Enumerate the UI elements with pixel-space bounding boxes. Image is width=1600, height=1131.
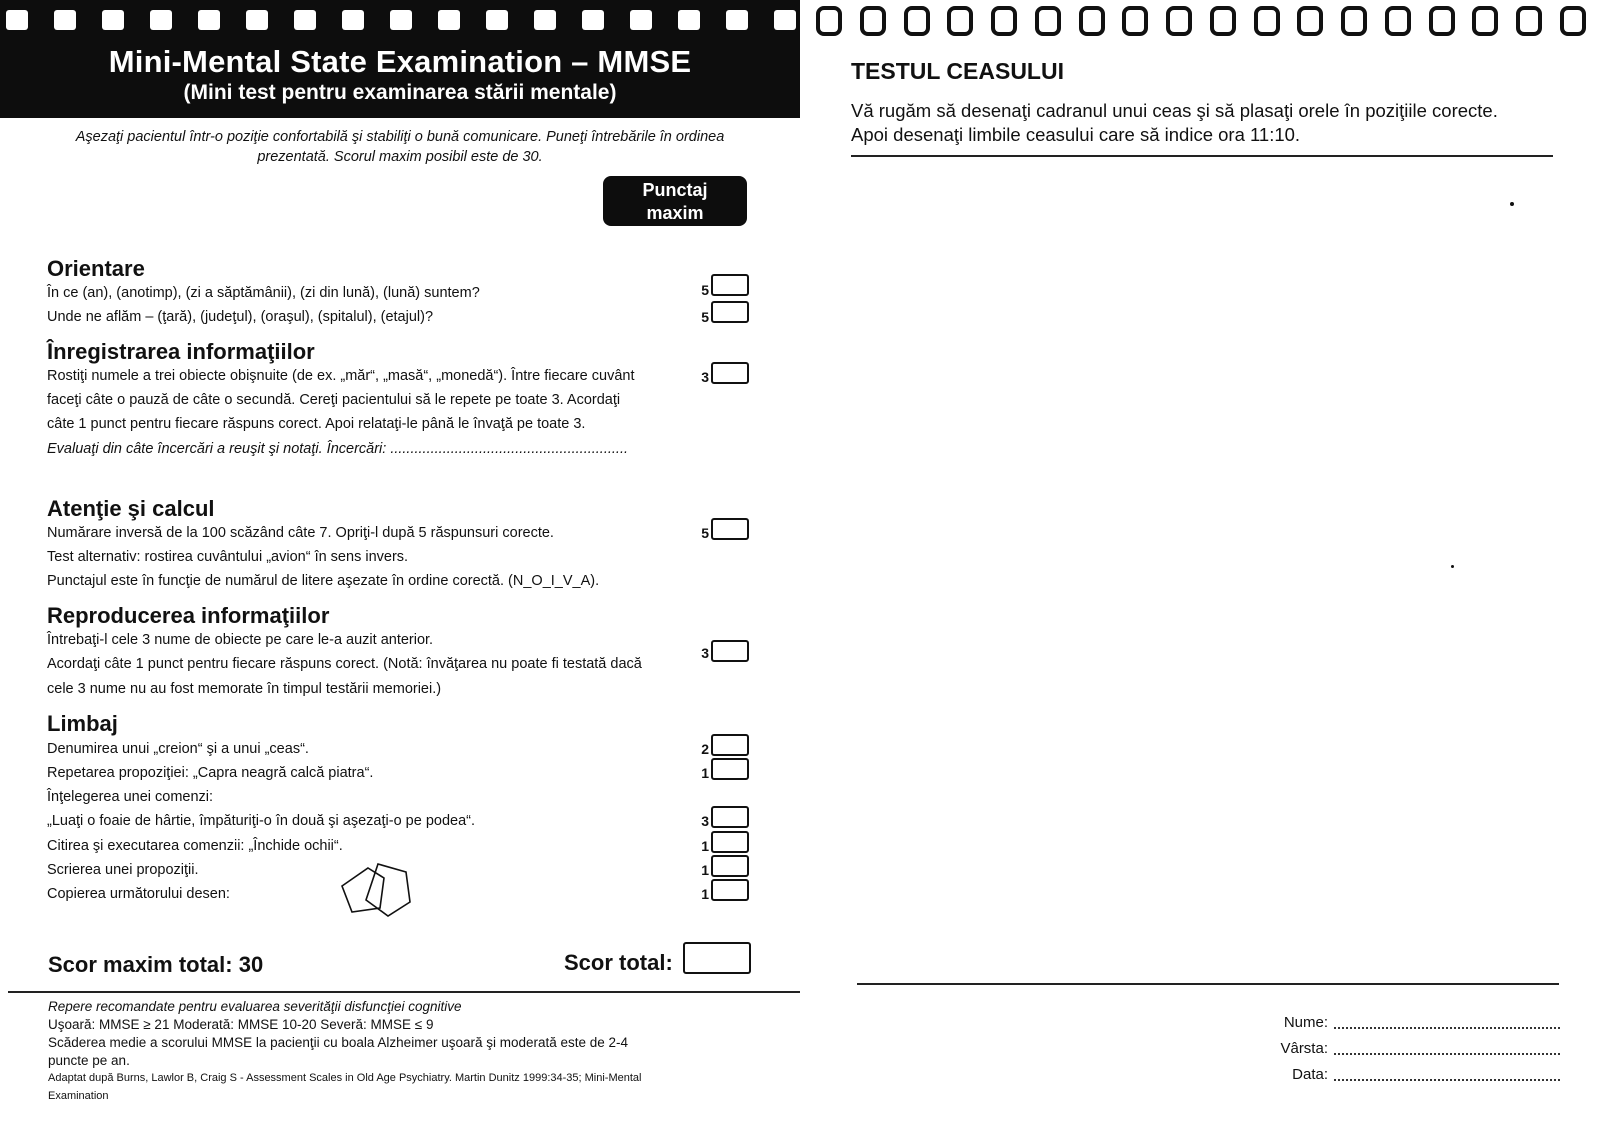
clock-test-instruction: Vă rugăm să desenaţi cadranul unui ceas şi să plasaţi orele în poziţiile corecte. bbox=[851, 100, 1498, 121]
max-points: 3 bbox=[701, 813, 709, 829]
score-box-reproducere[interactable] bbox=[711, 640, 749, 662]
section-title-limbaj: Limbaj bbox=[47, 711, 118, 736]
section-title-inregistrare: Înregistrarea informaţiilor bbox=[47, 339, 315, 364]
max-score-badge: Punctaj maxim bbox=[603, 176, 747, 226]
intersecting-pentagons-figure bbox=[340, 862, 416, 920]
max-points: 5 bbox=[701, 282, 709, 298]
name-field-label: Nume: bbox=[1283, 1014, 1328, 1031]
divider bbox=[857, 983, 1559, 985]
score-box-repetition[interactable] bbox=[711, 758, 749, 780]
limbaj-naming: Denumirea unui „creion“ şi a unui „ceas“. bbox=[47, 741, 309, 757]
inregistrare-line-2: faceţi câte o pauză de câte o secundă. Cereţi pacientului să le repete pe toate 3. Acordaţi bbox=[47, 392, 621, 408]
max-points: 5 bbox=[701, 309, 709, 325]
age-field[interactable] bbox=[1334, 1053, 1560, 1055]
age-field-label: Vârsta: bbox=[1280, 1040, 1328, 1057]
divider bbox=[8, 991, 800, 993]
orientare-question-2: Unde ne aflăm – (ţară), (judeţul), (oraşul), (spitalul), (etajul)? bbox=[47, 309, 434, 325]
inregistrare-line-1: Rostiţi numele a trei obiecte obişnuite (de ex. „măr“, „masă“, „monedă“). Între fiecare cuvânt bbox=[47, 368, 635, 384]
score-box-copying[interactable] bbox=[711, 879, 749, 901]
max-total-label: Scor maxim total: 30 bbox=[48, 952, 264, 977]
binding-rings bbox=[816, 6, 1586, 38]
score-box-atentie[interactable] bbox=[711, 518, 749, 540]
limbaj-reading: Citirea şi executarea comenzii: „Închide ochii“. bbox=[47, 838, 343, 854]
max-points: 5 bbox=[701, 525, 709, 541]
limbaj-writing: Scrierea unei propoziţii. bbox=[47, 862, 199, 878]
clock-test-instruction-cont: Apoi desenaţi limbile ceasului care să indice ora 11:10. bbox=[851, 124, 1301, 145]
max-points: 3 bbox=[701, 369, 709, 385]
atentie-line-1: Numărare inversă de la 100 scăzând câte 7. Opriţi-l după 5 răspunsuri corecte. bbox=[47, 525, 554, 541]
name-field[interactable] bbox=[1334, 1027, 1560, 1029]
max-points: 2 bbox=[701, 741, 709, 757]
section-title-orientare: Orientare bbox=[47, 256, 145, 281]
score-box-command[interactable] bbox=[711, 806, 749, 828]
page-subtitle: (Mini test pentru examinarea stării mentale) bbox=[183, 81, 617, 104]
divider bbox=[851, 155, 1553, 157]
limbaj-repetition: Repetarea propoziţiei: „Capra neagră calcă piatra“. bbox=[47, 765, 374, 781]
binding-rings bbox=[6, 10, 796, 32]
max-points: 1 bbox=[701, 862, 709, 878]
inregistrare-line-3: câte 1 punct pentru fiecare răspuns corect. Apoi relataţi-le până le învaţă pe toate 3. bbox=[47, 416, 586, 432]
limbaj-comprehension: Înţelegerea unei comenzi: bbox=[47, 789, 214, 805]
total-score-box[interactable] bbox=[683, 942, 751, 974]
atentie-line-2: Test alternativ: rostirea cuvântului „avion“ în sens invers. bbox=[47, 549, 409, 565]
reproducere-line-1: Întrebaţi-l cele 3 nume de obiecte pe care le-a auzit anterior. bbox=[47, 632, 434, 648]
severity-ranges: Uşoară: MMSE ≥ 21 Moderată: MMSE 10-20 Severă: MMSE ≤ 9 bbox=[48, 1017, 434, 1032]
limbaj-command: „Luaţi o foaie de hârtie, împăturiţi-o în două şi aşezaţi-o pe podea“. bbox=[47, 813, 476, 829]
clock-test-title: TESTUL CEASULUI bbox=[851, 58, 1064, 84]
decline-note: Scăderea medie a scorului MMSE la pacienţii cu boala Alzheimer uşoară şi moderată este de 2-4 bbox=[48, 1035, 629, 1050]
limbaj-copying: Copierea următorului desen: bbox=[47, 886, 230, 902]
score-box-writing[interactable] bbox=[711, 855, 749, 877]
orientare-question-1: În ce (an), (anotimp), (zi a săptămânii), (zi din lună), (lună) suntem? bbox=[47, 285, 480, 301]
max-points: 3 bbox=[701, 645, 709, 661]
max-points: 1 bbox=[701, 765, 709, 781]
inregistrare-attempts-line: Evaluaţi din câte încercări a reuşit şi notaţi. Încercări: ........................................................... bbox=[47, 441, 629, 457]
clock-drawing-area[interactable] bbox=[851, 160, 1553, 980]
decline-note-cont: puncte pe an. bbox=[48, 1053, 130, 1068]
total-score-label: Scor total: bbox=[564, 950, 673, 975]
section-title-reproducere: Reproducerea informaţiilor bbox=[47, 603, 330, 628]
score-box-inregistrare[interactable] bbox=[711, 362, 749, 384]
score-box-orientare-place[interactable] bbox=[711, 301, 749, 323]
reproducere-line-3: cele 3 nume nu au fost memorate în timpul testării memoriei.) bbox=[47, 681, 442, 697]
score-box-reading[interactable] bbox=[711, 831, 749, 853]
score-box-naming[interactable] bbox=[711, 734, 749, 756]
intro-text: Aşezaţi pacientul într-o poziţie confortabilă şi stabiliţi o bună comunicare. Puneţi întrebările în ordinea prezentată. Scorul maxim posibil este de 30. bbox=[75, 129, 725, 165]
max-points: 1 bbox=[701, 838, 709, 854]
atentie-line-3: Punctajul este în funcţie de numărul de litere aşezate în ordine corectă. (N_O_I_V_A). bbox=[47, 573, 600, 589]
severity-heading: Repere recomandate pentru evaluarea severităţii disfuncţiei cognitive bbox=[48, 999, 462, 1014]
source-reference-cont: Examination bbox=[48, 1090, 109, 1102]
page-title: Mini-Mental State Examination – MMSE bbox=[108, 44, 692, 79]
date-field[interactable] bbox=[1334, 1079, 1560, 1081]
score-box-orientare-time[interactable] bbox=[711, 274, 749, 296]
date-field-label: Data: bbox=[1292, 1066, 1328, 1083]
source-reference: Adaptat după Burns, Lawlor B, Craig S - Assessment Scales in Old Age Psychiatry. Martin Dunitz 1999:34-35; Mini-Mental bbox=[48, 1072, 642, 1084]
reproducere-line-2: Acordaţi câte 1 punct pentru fiecare răspuns corect. (Notă: învăţarea nu poate fi testată dacă bbox=[47, 656, 642, 672]
max-points: 1 bbox=[701, 886, 709, 902]
page-header bbox=[0, 0, 800, 118]
section-title-atentie: Atenţie şi calcul bbox=[47, 496, 215, 521]
